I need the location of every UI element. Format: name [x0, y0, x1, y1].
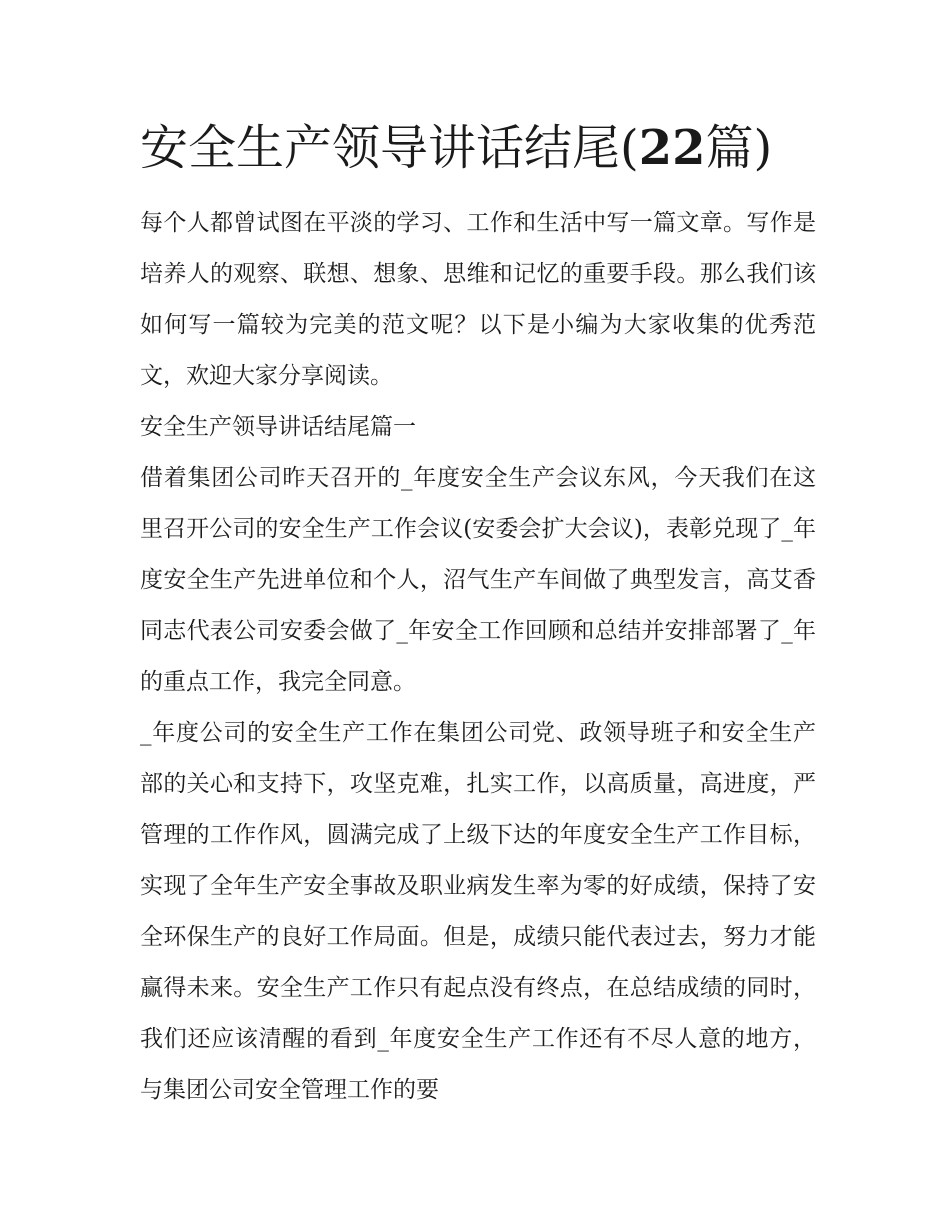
- body-paragraph: _年度公司的安全生产工作在集团公司党、政领导班子和安全生产部的关心和支持下，攻坚克难，扎实工作，以高质量，高进度，严管理的工作作风，圆满完成了上级下达的年度安全生产工作目标，实现了全年生产安全事故及职业病发生率为零的好成绩，保持了安全环保生产的良好工作局面。但是，成绩只能代表过去，努力才能赢得未来。安全生产工作只有起点没有终点，在总结成绩的同时，我们还应该清醒的看到_年度安全生产工作还有不尽人意的地方，与集团公司安全管理工作的要: [140, 720, 816, 1103]
- document-body: [140, 198, 816, 1116]
- page-title: [140, 112, 840, 184]
- body-paragraph: 借着集团公司昨天召开的_年度安全生产会议东风，今天我们在这里召开公司的安全生产工作会议(安委会扩大会议)，表彰兑现了_年度安全生产先进单位和个人，沼气生产车间做了典型发言，高艾香同志代表公司安委会做了_年安全工作回顾和总结并安排部署了_年的重点工作，我完全同意。: [140, 465, 816, 695]
- title-suffix: 篇): [705, 120, 773, 176]
- intro-paragraph: 每个人都曾试图在平淡的学习、工作和生活中写一篇文章。写作是培养人的观察、联想、想象、思维和记忆的重要手段。那么我们该如何写一篇较为完美的范文呢？以下是小编为大家收集的优秀范文，欢迎大家分享阅读。: [140, 210, 816, 389]
- title-text: 安全生产领导讲话结尾(: [140, 120, 639, 176]
- section-heading: 安全生产领导讲话结尾篇一: [140, 414, 416, 440]
- title-count: 22: [638, 120, 706, 176]
